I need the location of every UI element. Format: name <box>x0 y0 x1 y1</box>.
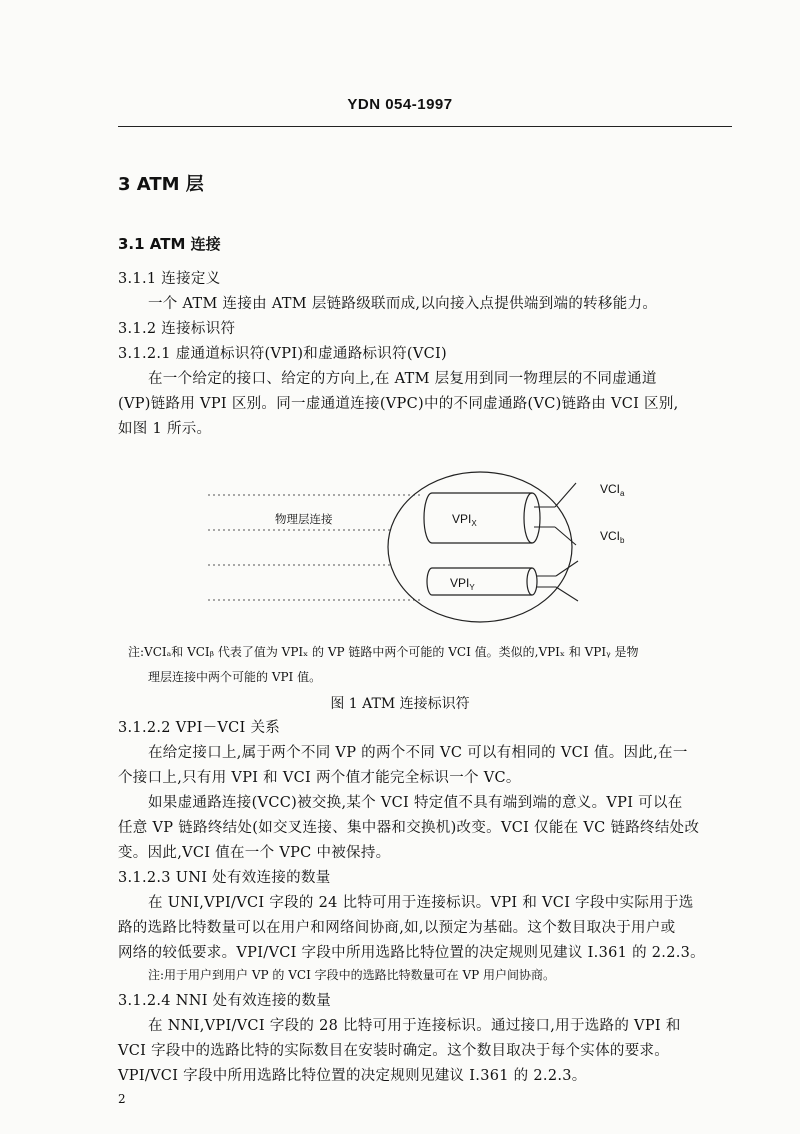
section-3-1-2-3-heading: 3.1.2.3 UNI 处有效连接的数量 <box>118 870 331 886</box>
paragraph-line: VPI/VCI 字段中所用选路比特位置的决定规则见建议 I.361 的 2.2.3。 <box>118 1068 587 1084</box>
section-3-1-2-heading: 3.1.2 连接标识符 <box>118 321 236 337</box>
paragraph-line: 在 NNI,VPI/VCI 字段的 28 比特可用于连接标识。通过接口,用于选路的 VPI 和 <box>148 1018 681 1034</box>
document-header: YDN 054-1997 <box>347 96 453 113</box>
figure-note-line: 注:VCIₐ和 VCIᵦ 代表了值为 VPIₓ 的 VP 链路中两个可能的 VCI 值。类似的,VPIₓ 和 VPIᵧ 是物 <box>128 645 639 659</box>
section-note: 注:用于用户到用户 VP 的 VCI 字段中的选路比特数量可在 VP 用户间协商。 <box>148 968 556 982</box>
section-3-title: 3 ATM 层 <box>118 174 204 195</box>
paragraph-line: VCI 字段中的选路比特的实际数目在安装时确定。这个数目取决于每个实体的要求。 <box>118 1043 670 1059</box>
paragraph-line: 个接口上,只有用 VPI 和 VCI 两个值才能完全标识一个 VC。 <box>118 770 521 786</box>
vci-a-label: $VCI_a$ <box>600 482 625 498</box>
vpi-x-tube <box>424 493 540 543</box>
section-3-1-title: 3.1 ATM 连接 <box>118 235 221 253</box>
paragraph-line: 路的选路比特数量可以在用户和网络间协商,如,以预定为基础。这个数目取决于用户或 <box>118 920 676 936</box>
paragraph-line: 任意 VP 链路终结处(如交叉连接、集中器和交换机)改变。VCI 仅能在 VC 链路终结处改 <box>118 820 700 836</box>
figure-note-line: 理层连接中两个可能的 VPI 值。 <box>148 670 322 684</box>
paragraph-line: 变。因此,VCI 值在一个 VPC 中被保持。 <box>118 845 391 861</box>
physical-layer-oval <box>388 472 572 622</box>
paragraph-line: 如果虚通路连接(VCC)被交换,某个 VCI 特定值不具有端到端的意义。VPI 可以在 <box>148 795 683 811</box>
section-3-1-1-heading: 3.1.1 连接定义 <box>118 271 221 287</box>
header-rule <box>118 126 732 127</box>
vpi-y-tube <box>427 568 537 595</box>
page-number: 2 <box>118 1092 126 1106</box>
section-3-1-2-2-heading: 3.1.2.2 VPI－VCI 关系 <box>118 720 281 736</box>
paragraph-line: 在给定接口上,属于两个不同 VP 的两个不同 VC 可以有相同的 VCI 值。因此,在一 <box>148 745 688 761</box>
vci-b-label: $VCI_b$ <box>600 529 625 545</box>
paragraph-line: 网络的较低要求。VPI/VCI 字段中所用选路比特位置的决定规则见建议 I.361 的 2.2.3。 <box>118 945 705 961</box>
atm-connection-diagram <box>200 455 650 630</box>
paragraph-line: 在一个给定的接口、给定的方向上,在 ATM 层复用到同一物理层的不同虚通道 <box>148 371 657 387</box>
physical-layer-label: 物理层连接 <box>275 512 333 526</box>
section-3-1-2-1-heading: 3.1.2.1 虚通道标识符(VPI)和虚通路标识符(VCI) <box>118 346 448 362</box>
section-3-1-2-4-heading: 3.1.2.4 NNI 处有效连接的数量 <box>118 993 332 1009</box>
paragraph-line: 在 UNI,VPI/VCI 字段的 24 比特可用于连接标识。VPI 和 VCI 字段中实际用于选 <box>148 895 694 911</box>
figure-caption: 图 1 ATM 连接标识符 <box>330 696 470 712</box>
vpi-x-label: $VPI_X$ <box>452 512 477 528</box>
vpi-y-label: $VPI_Y$ <box>450 576 475 592</box>
section-3-1-1-text: 一个 ATM 连接由 ATM 层链路级联而成,以向接入点提供端到端的转移能力。 <box>148 296 658 312</box>
paragraph-line: (VP)链路用 VPI 区别。同一虚通道连接(VPC)中的不同虚通路(VC)链路由 VCI 区别, <box>118 396 679 412</box>
paragraph-line: 如图 1 所示。 <box>118 421 212 437</box>
